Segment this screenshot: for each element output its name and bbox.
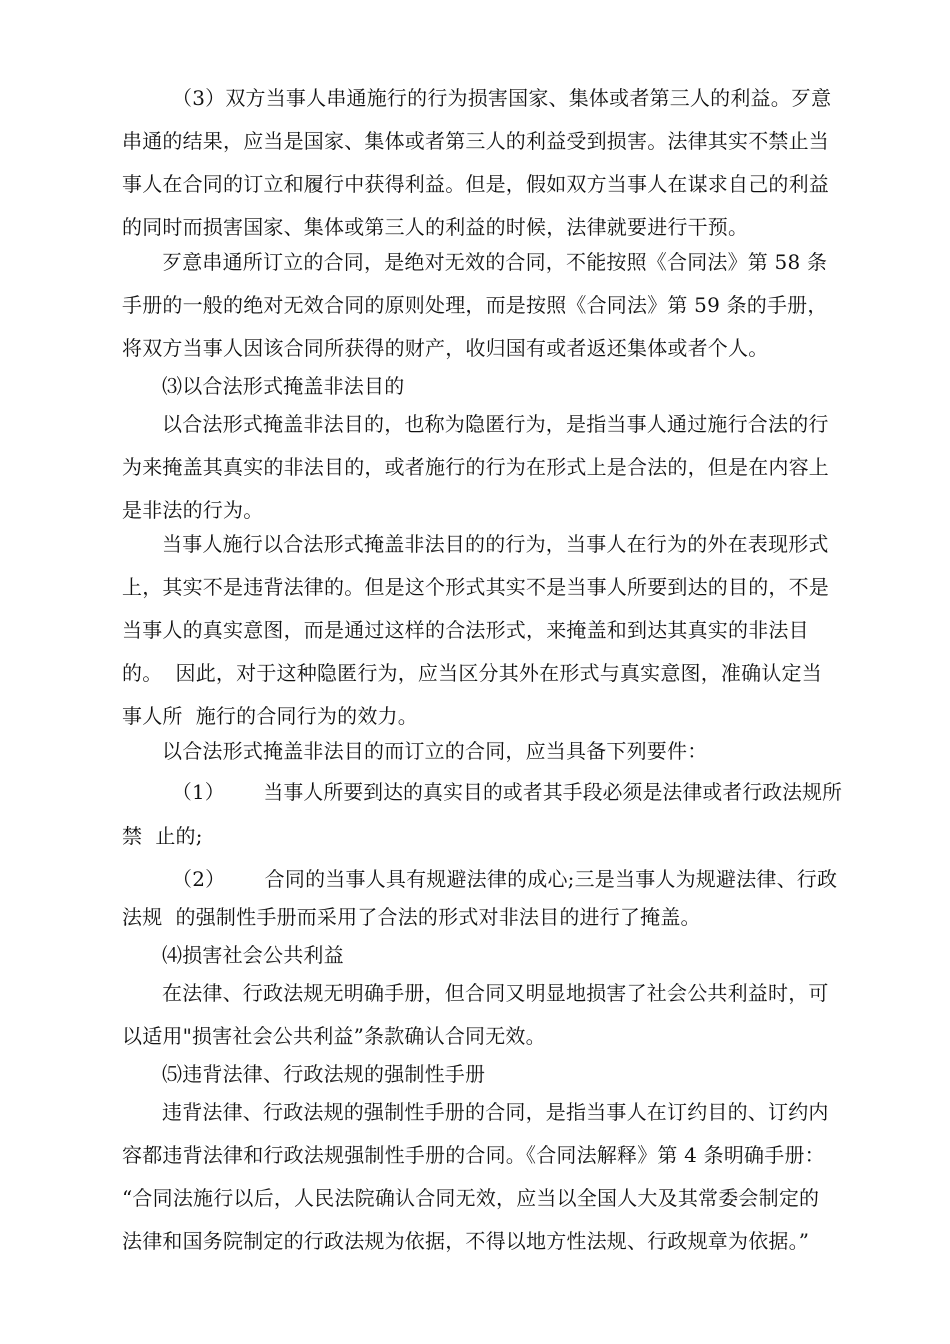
text-line: 上，其实不是违背法律的。但是这个形式其实不是当事人所要到达的目的，不是 [122, 575, 829, 599]
text-line: 是非法的行为。 [122, 498, 264, 522]
text-line: 禁 止的; [122, 824, 203, 848]
text-line: 为来掩盖其真实的非法目的，或者施行的行为在形式上是合法的，但是在内容上 [122, 455, 829, 479]
text-line: 法规 的强制性手册而采用了合法的形式对非法目的进行了掩盖。 [122, 905, 701, 929]
list-item: （2） 合同的当事人具有规避法律的成心;三是当事人为规避法律、行政 [172, 867, 838, 891]
text-line: 事人所 施行的合同行为的效力。 [122, 704, 418, 728]
section-heading: ⑷损害社会公共利益 [162, 943, 344, 967]
text-line: （3）双方当事人串通施行的行为损害国家、集体或者第三人的利益。歹意 [172, 86, 832, 110]
text-line: 法律和国务院制定的行政法规为依据，不得以地方性法规、行政规章为依据。” [122, 1229, 810, 1253]
text-line: 容都违背法律和行政法规强制性手册的合同。《合同法解释》第 4 条明确手册： [122, 1143, 825, 1167]
text-line: 串通的结果，应当是国家、集体或者第三人的利益受到损害。法律其实不禁止当 [122, 129, 829, 153]
section-heading: ⑶以合法形式掩盖非法目的 [162, 374, 405, 398]
text-line: 歹意串通所订立的合同，是绝对无效的合同，不能按照《合同法》第 58 条 [162, 250, 828, 274]
text-line: 的同时而损害国家、集体或第三人的利益的时候，法律就要进行干预。 [122, 215, 749, 239]
text-line: 以适用"损害社会公共利益”条款确认合同无效。 [122, 1024, 546, 1048]
section-heading: ⑸违背法律、行政法规的强制性手册 [162, 1062, 486, 1086]
text-line: 当事人施行以合法形式掩盖非法目的的行为，当事人在行为的外在表现形式 [162, 532, 829, 556]
text-line: 以合法形式掩盖非法目的，也称为隐匿行为，是指当事人通过施行合法的行 [162, 412, 829, 436]
text-line: 将双方当事人因该合同所获得的财产，收归国有或者返还集体或者个人。 [122, 336, 769, 360]
text-line: 事人在合同的订立和履行中获得利益。但是，假如双方当事人在谋求自己的利益 [122, 172, 829, 196]
text-line: 的。 因此，对于这种隐匿行为，应当区分其外在形式与真实意图，准确认定当 [122, 661, 822, 685]
text-line: 手册的一般的绝对无效合同的原则处理，而是按照《合同法》第 59 条的手册， [122, 293, 828, 317]
list-item: （1） 当事人所要到达的真实目的或者其手段必须是法律或者行政法规所 [172, 781, 843, 804]
text-line: 在法律、行政法规无明确手册，但合同又明显地损害了社会公共利益时，可 [162, 981, 829, 1005]
text-line: “合同法施行以后，人民法院确认合同无效，应当以全国人大及其常委会制定的 [122, 1186, 820, 1210]
text-line: 当事人的真实意图，而是通过这样的合法形式，来掩盖和到达其真实的非法目 [122, 618, 809, 642]
text-line: 违背法律、行政法规的强制性手册的合同，是指当事人在订约目的、订约内 [162, 1100, 829, 1124]
text-line: 以合法形式掩盖非法目的而订立的合同，应当具备下列要件： [162, 739, 708, 763]
